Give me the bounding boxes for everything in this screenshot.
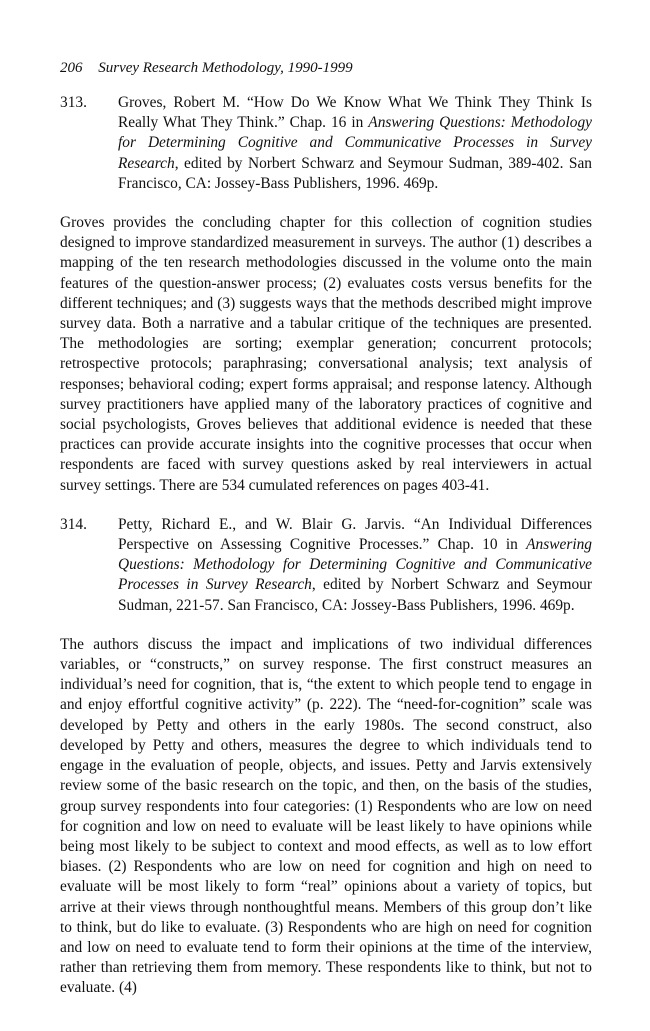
page-number: 206 [60,60,83,76]
citation-authors-title: Groves, Robert M. “How Do We Know What We Think They Think Is Really What They Think.” Chap. 16 in [118,94,592,132]
entry-number: 313. [60,94,87,111]
citation-book-title: Answering Questions: Methodology for Determining Cognitive and Communicative Processes in Survey Research [118,114,592,172]
bibliography-entry-314 [60,515,592,616]
citation-publication: , edited by Norbert Schwarz and Seymour Sudman, 221-57. San Francisco, CA: Jossey-Bass Publishers, 1996. 469p. [118,576,592,614]
citation-publication: , edited by Norbert Schwarz and Seymour Sudman, 389-402. San Francisco, CA: Jossey-Bass Publishers, 1996. 469p. [118,154,592,192]
running-header [60,58,592,78]
citation [118,515,592,616]
running-title: Survey Research Methodology, 1990-1999 [98,60,353,76]
citation-authors-title: Petty, Richard E., and W. Blair G. Jarvis. “An Individual Differences Perspective on Assessing Cognitive Processes.” Chap. 10 in [118,515,592,554]
citation-book-title: Answering Questions: Methodology for Determining Cognitive and Communicative Processes in Survey Research [118,536,592,594]
bibliography-entry-313 [60,93,592,194]
annotation-paragraph: Groves provides the concluding chapter for this collection of cognition studies designed to improve standardized measurement in surveys. The author (1) describes a mapping of the ten research methodologies discussed in the volume onto the main features of the question-answer process; (2) evaluates costs versus benefits for the different techniques; and (3) suggests ways that the methods described might improve survey data. Both a narrative and a tabular critique of the techniques are presented. The methodologies are sorting; exemplar generation; concurrent protocols; retrospective protocols; paraphrasing; conversational analysis; text analysis of responses; behavioral coding; expert forms appraisal; and response latency. Although survey practitioners have applied many of the laboratory practices of cognitive and social psychologists, Groves believes that additional evidence is needed that these practices can provide accurate insights into the cognitive processes that occur when respondents are faced with survey questions asked by real interviewers in actual survey settings. There are 534 cumulated references on pages 403-41. [60,214,592,494]
entry-number: 314. [60,515,87,533]
document-page [60,58,592,1018]
annotation-paragraph: The authors discuss the impact and implications of two individual differences variables, or “constructs,” on survey response. The first construct measures an individual’s need for cognition, that is, “the extent to which people tend to engage in and enjoy effortful cognitive activity” (p. 222). The “need-for-cognition” scale was developed by Petty and others in the early 1980s. The second construct, also developed by Petty and others, measures the degree to which individuals tend to engage in the evaluation of people, objects, and issues. Petty and Jarvis extensively review some of the basic research on the topic, and then, on the basis of the studies, group survey respondents into four categories: (1) Respondents who are low on need for cognition and low on need to evaluate will be least likely to have opinions while being most likely to be subject to context and mood effects, as well as to low effort biases. (2) Respondents who are low on need for cognition and high on need to evaluate will be most likely to form “real” opinions about a variety of topics, but arrive at their views through nonthoughtful means. Members of this group don’t like to think, but do like to evaluate. (3) Respondents who are high on need for cognition and low on need to evaluate tend to form their opinions at the time of the interview, rather than retrieving them from memory. These respondents like to think, but not to evaluate. (4) [60,635,592,997]
citation [118,93,592,194]
